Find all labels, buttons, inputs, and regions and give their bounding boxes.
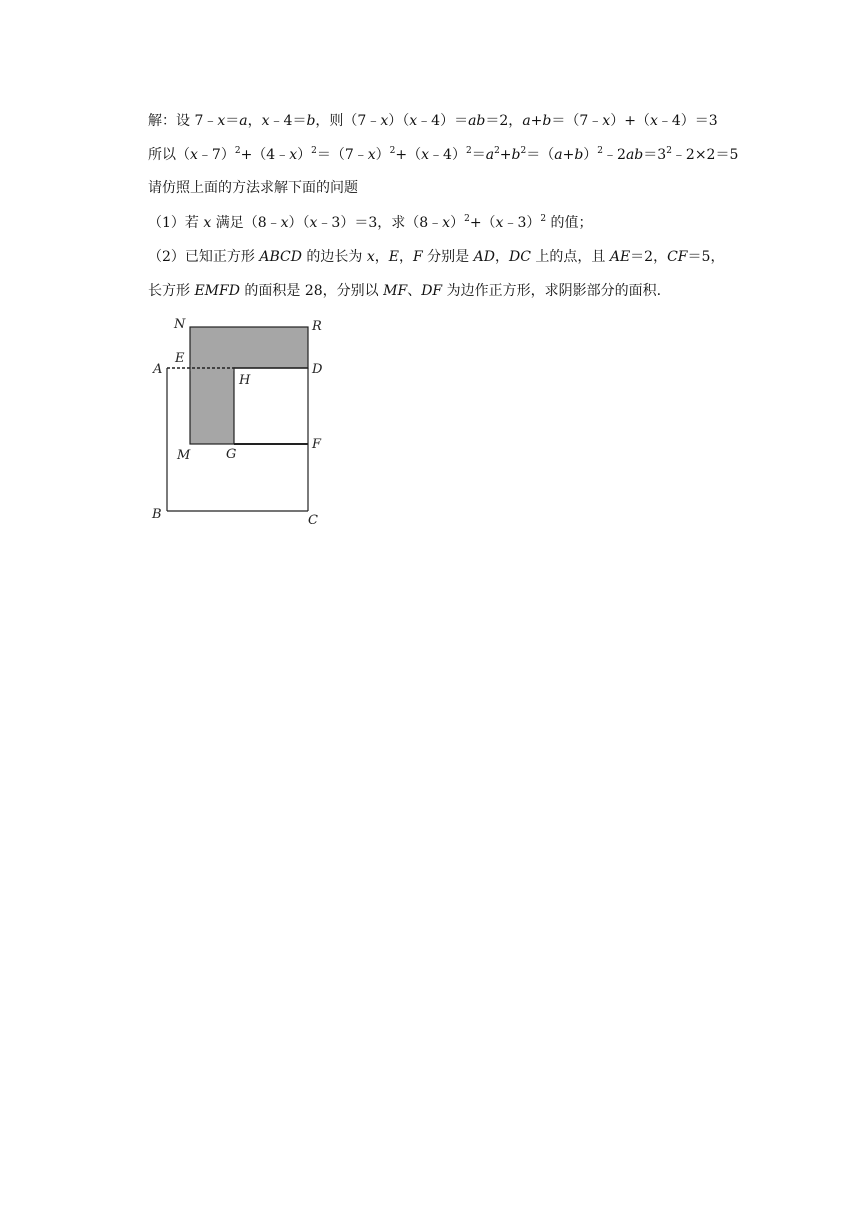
- question-1: （1）若 x 满足（8﹣x）（x﹣3）＝3，求（8﹣x）$^2$+（x﹣3）$^2$ 的值；: [148, 214, 593, 231]
- question-2-line-1: （2）已知正方形 ABCD 的边长为 x，E，F 分别是 AD，DC 上的点，且 AE＝2，CF＝5，: [148, 249, 725, 265]
- instruction-line: 请仿照上面的方法求解下面的问题: [148, 180, 358, 196]
- question-2-line-2: 长方形 EMFD 的面积是 28，分别以 MF、DF 为边作正方形，求阴影部分的面积.: [148, 283, 662, 299]
- label-m: M: [177, 448, 191, 463]
- label-b: B: [152, 507, 162, 522]
- label-g: G: [226, 447, 237, 462]
- label-r: R: [312, 319, 322, 334]
- label-c: C: [308, 513, 318, 528]
- label-h: H: [239, 373, 251, 388]
- label-f: F: [312, 437, 322, 452]
- shaded-square-top: [190, 327, 308, 368]
- shaded-square-left: [190, 368, 234, 444]
- solution-line-2: 所以$(x﹣7)^2+(4﹣x)^2=(7﹣x)^2+(x﹣4)^2=a^2+b^2=(a+b)^2﹣2ab=3^2﹣2\times 2=5$: [148, 146, 739, 163]
- label-a: A: [153, 362, 163, 377]
- label-d: D: [312, 362, 323, 377]
- label-e: E: [175, 351, 185, 366]
- geometry-figure: [145, 310, 345, 530]
- solution-line-1: 解：设 7﹣x＝a，x﹣4＝b，则（7﹣x）（x﹣4）＝ab＝2，a+b＝（7﹣x）+（x﹣4）＝3: [148, 113, 718, 129]
- label-n: N: [174, 317, 186, 332]
